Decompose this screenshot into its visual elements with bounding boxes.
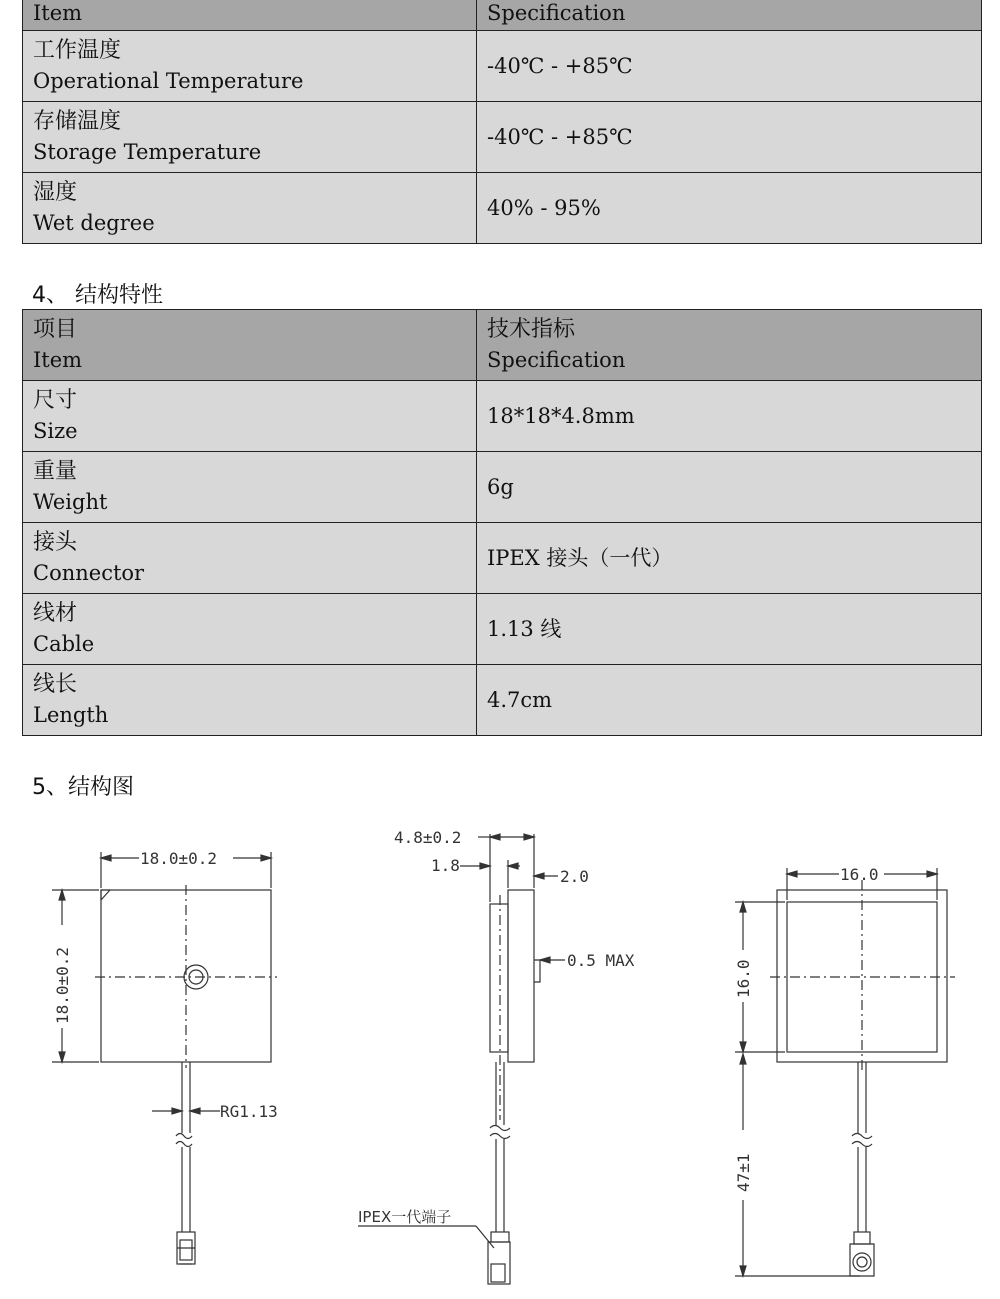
header-item: 项目 Item [23, 310, 477, 381]
table-row: 重量 Weight 6g [23, 452, 982, 523]
front-height-label: 18.0±0.2 [53, 946, 72, 1024]
connector-label: IPEX一代端子 [358, 1208, 452, 1226]
header-spec: Specification [477, 0, 982, 31]
table-row: 工作温度 Operational Temperature -40℃ - +85℃ [23, 31, 982, 102]
front-width-label: 18.0±0.2 [140, 849, 218, 868]
section-4-title: 4、 结构特性 [32, 283, 163, 308]
back-view [734, 865, 955, 1276]
front-view [52, 849, 278, 1264]
back-height-label: 16.0 [734, 959, 753, 998]
side-c-label: 0.5 MAX [567, 951, 635, 970]
table-row: 存储温度 Storage Temperature -40℃ - +85℃ [23, 102, 982, 173]
section-5-title: 5、结构图 [32, 775, 134, 800]
side-view [358, 828, 635, 1284]
table-row: 湿度 Wet degree 40% - 95% [23, 173, 982, 244]
table-row: 线长 Length 4.7cm [23, 665, 982, 736]
cable-length-label: 47±1 [734, 1153, 753, 1192]
table-row: 接头 Connector IPEX 接头（一代） [23, 523, 982, 594]
side-b-label: 2.0 [560, 867, 589, 886]
table-row: 尺寸 Size 18*18*4.8mm [23, 381, 982, 452]
side-total-label: 4.8±0.2 [394, 828, 462, 847]
side-a-label: 1.8 [431, 856, 460, 875]
cable-label: RG1.13 [220, 1102, 278, 1121]
table-row: 线材 Cable 1.13 线 [23, 594, 982, 665]
header-spec: 技术指标 Specification [477, 310, 982, 381]
header-item: Item [23, 0, 477, 31]
back-width-label: 16.0 [840, 865, 879, 884]
